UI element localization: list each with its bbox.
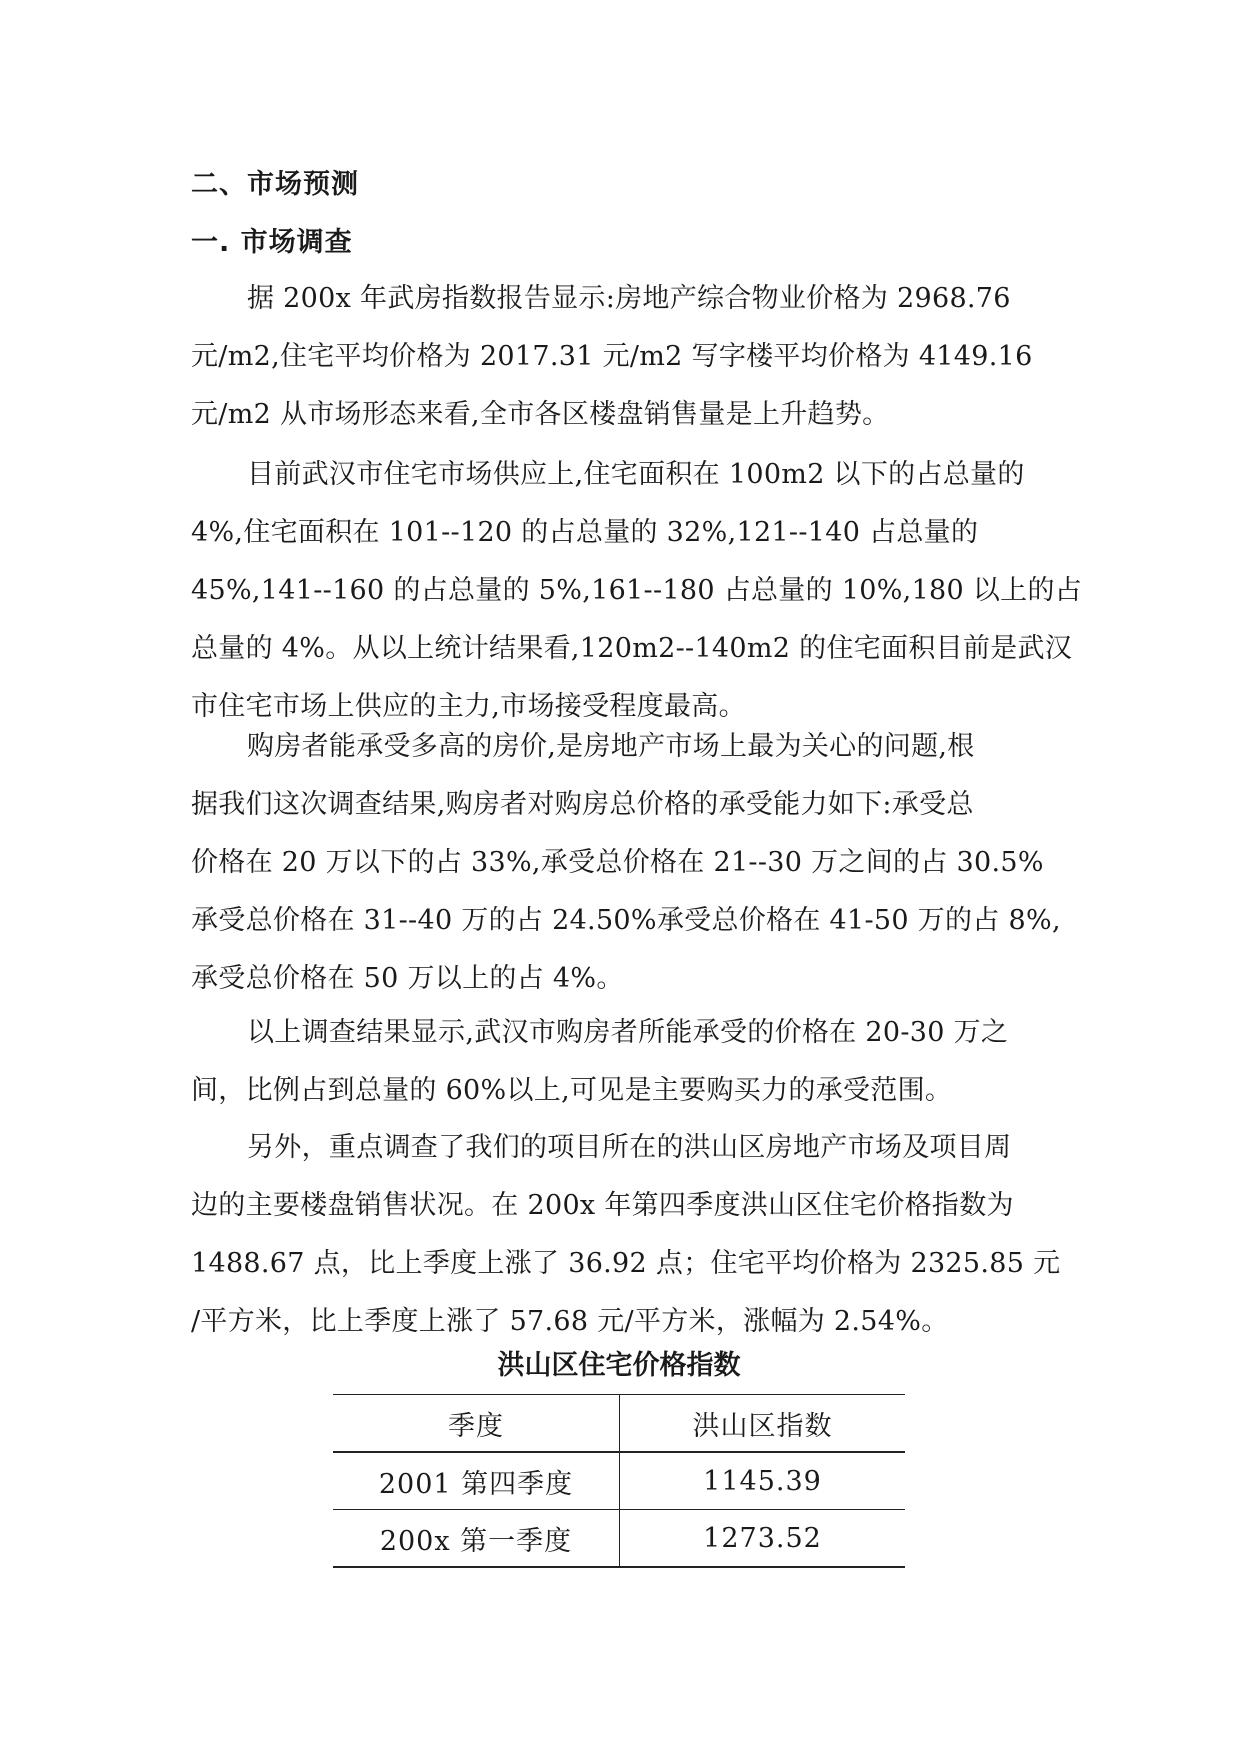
paragraph-line: 间，比例占到总量的 60%以上,可见是主要购买力的承受范围。	[191, 1075, 953, 1106]
column-header-index: 洪山区指数	[692, 1410, 833, 1442]
paragraph-line: 元/m2,住宅平均价格为 2017.31 元/m2 写字楼平均价格为 4149.16	[191, 341, 1033, 372]
paragraph-line: 市住宅市场上供应的主力,市场接受程度最高。	[191, 691, 746, 722]
paragraph-affordability	[191, 718, 1061, 1008]
paragraph-line: 总量的 4%。从以上统计结果看,120m2--140m2 的住宅面积目前是武汉	[191, 633, 1073, 664]
section-heading: 二、市场预测	[191, 169, 359, 200]
paragraph-price-report	[191, 270, 1056, 444]
price-index-table	[333, 1394, 905, 1568]
paragraph-line: 另外，重点调查了我们的项目所在的洪山区房地产市场及项目周	[247, 1132, 1012, 1163]
column-header-quarter: 季度	[333, 1395, 620, 1453]
subsection-heading: 一. 市场调查	[191, 227, 353, 258]
paragraph-line: 45%,141--160 的占总量的 5%,161--180 占总量的 10%,180 以上的占	[191, 575, 1083, 606]
paragraph-line: 元/m2 从市场形态来看,全市各区楼盘销售量是上升趋势。	[191, 399, 890, 430]
table-caption: 洪山区住宅价格指数	[497, 1350, 741, 1381]
cell-quarter: 200x 第一季度	[333, 1510, 620, 1568]
paragraph-line: 1488.67 点，比上季度上涨了 36.92 点；住宅平均价格为 2325.85 元	[191, 1248, 1061, 1279]
cell-index: 1145.39	[703, 1465, 822, 1497]
paragraph-line: 购房者能承受多高的房价,是房地产市场上最为关心的问题,根	[247, 731, 975, 762]
paragraph-line: 价格在 20 万以下的占 33%,承受总价格在 21--30 万之间的占 30.5%	[191, 847, 1044, 878]
paragraph-line: 边的主要楼盘销售状况。在 200x 年第四季度洪山区住宅价格指数为	[191, 1190, 1014, 1221]
paragraph-hongshan-market	[191, 1119, 1061, 1351]
paragraph-conclusion	[191, 1004, 1056, 1120]
paragraph-supply-structure	[191, 446, 1083, 736]
table-row	[333, 1510, 905, 1568]
paragraph-line: 4%,住宅面积在 101--120 的占总量的 32%,121--140 占总量的	[191, 517, 979, 548]
paragraph-line: 承受总价格在 31--40 万的占 24.50%承受总价格在 41-50 万的占 8%,	[191, 905, 1061, 936]
paragraph-line: /平方米，比上季度上涨了 57.68 元/平方米，涨幅为 2.54%。	[191, 1306, 949, 1337]
paragraph-line: 据 200x 年武房指数报告显示:房地产综合物业价格为 2968.76	[247, 283, 1011, 314]
paragraph-line: 据我们这次调查结果,购房者对购房总价格的承受能力如下:承受总	[191, 789, 974, 820]
paragraph-line: 目前武汉市住宅市场供应上,住宅面积在 100m2 以下的占总量的	[247, 459, 1025, 490]
table-row	[333, 1452, 905, 1510]
cell-index: 1273.52	[703, 1522, 822, 1554]
cell-quarter: 2001 第四季度	[333, 1452, 620, 1510]
paragraph-line: 承受总价格在 50 万以上的占 4%。	[191, 963, 624, 994]
paragraph-line: 以上调查结果显示,武汉市购房者所能承受的价格在 20-30 万之	[247, 1017, 1009, 1048]
table-header-row	[333, 1395, 905, 1453]
